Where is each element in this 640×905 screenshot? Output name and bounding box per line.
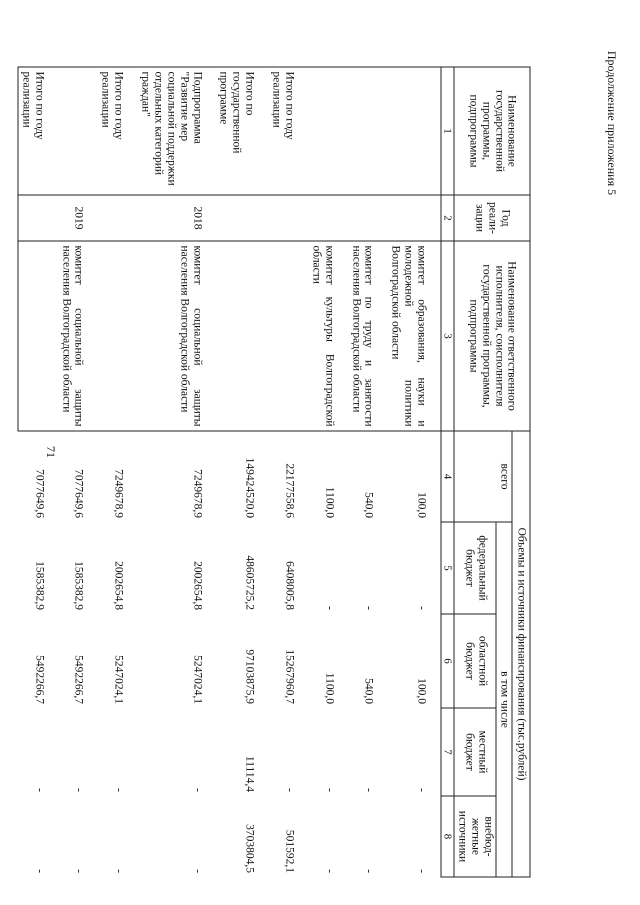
header-total: всего [454, 431, 512, 522]
cell-federal: 48605725,2 [243, 554, 256, 610]
continuation-label: Продолжение приложения 5 [605, 50, 619, 196]
cell-local: 11114,4 [243, 755, 256, 792]
header-executor: Наименование ответственного исполнителя, соисполнителя государственной программы, подпрограммы [454, 241, 530, 431]
cell-local: - [191, 787, 204, 792]
cell-regional: 5247024,1 [112, 654, 125, 704]
cell-executor: комитет культуры Волгоградской области [308, 241, 336, 431]
cell-extra: - [323, 868, 336, 873]
cell-local: - [362, 787, 375, 792]
cell-executor [98, 241, 126, 431]
rotated-table-container [20, 66, 531, 876]
header-program-name: Наименование государственной программы, подпрограммы [454, 67, 530, 195]
cell-program [308, 67, 336, 195]
cell-local: - [323, 787, 336, 792]
cell-total: 7249678,9 [191, 468, 204, 518]
col-number: 8 [441, 796, 454, 877]
cell-regional: 15267960,7 [283, 648, 296, 704]
col-number: 7 [441, 708, 454, 796]
header-extra: внебюд-жетные источники [454, 796, 496, 877]
col-number: 5 [441, 522, 454, 614]
header-regional: областной бюджет [454, 614, 496, 708]
cell-total: 22177558,6 [283, 462, 296, 518]
page-number: 71 [44, 446, 58, 458]
cell-year: 2018 [138, 195, 204, 241]
cell-federal: - [362, 605, 375, 610]
cell-regional: 540,0 [362, 677, 375, 704]
cell-year [348, 195, 376, 241]
cell-total: 100,0 [415, 491, 428, 518]
cell-extra: - [415, 868, 428, 873]
table-row [58, 67, 86, 877]
cell-local: - [33, 787, 46, 792]
cell-year: 2019 [58, 195, 86, 241]
header-year: Год реали-зации [454, 195, 530, 241]
cell-local: - [415, 787, 428, 792]
cell-extra: - [112, 868, 125, 873]
header-volumes: Объемы и источники финансирования (тыс.рублей) [512, 431, 530, 877]
cell-executor: комитет образования, науки и молодежной политики Волгоградской области [388, 241, 429, 431]
cell-local: - [72, 787, 85, 792]
table-row [216, 67, 257, 877]
cell-executor [18, 241, 46, 431]
col-number: 4 [441, 431, 454, 522]
table-row [388, 67, 429, 877]
cell-total: 149424520,0 [243, 457, 256, 518]
cell-federal: - [323, 605, 336, 610]
header-in-that: в том числе [496, 522, 512, 877]
table-row [18, 67, 46, 877]
cell-program: Итого по году реализации [269, 67, 297, 195]
cell-year [18, 195, 46, 241]
cell-local: - [283, 787, 296, 792]
header-federal: федеральный бюджет [454, 522, 496, 614]
cell-total: 7249678,9 [112, 468, 125, 518]
cell-extra: - [72, 868, 85, 873]
cell-regional: 5492266,7 [33, 654, 46, 704]
col-number: 6 [441, 614, 454, 708]
cell-total: 7077649,6 [72, 468, 85, 518]
table-row [98, 67, 126, 877]
cell-program [348, 67, 376, 195]
cell-extra: 3703804,5 [243, 823, 256, 873]
cell-executor: комитет социальной защиты населения Волгоградской области [138, 241, 204, 431]
cell-federal: - [415, 605, 428, 610]
cell-program: Итого по году реализации [18, 67, 46, 195]
cell-year [216, 195, 257, 241]
table-row [348, 67, 376, 877]
cell-federal: 1585382,9 [72, 560, 85, 610]
cell-program [58, 67, 86, 195]
cell-regional: 97103875,9 [243, 648, 256, 704]
cell-regional: 1100,0 [323, 672, 336, 704]
header-local: местный бюджет [454, 708, 496, 796]
cell-extra: - [191, 868, 204, 873]
cell-regional: 5492266,7 [72, 654, 85, 704]
cell-executor: комитет социальной защиты населения Волгоградской области [58, 241, 86, 431]
cell-program: Итого по государственной программе [216, 67, 257, 195]
cell-extra: - [33, 868, 46, 873]
cell-program: Подпрограмма "Развитие мер социальной поддержки отдельных категорий граждан" [138, 67, 204, 195]
cell-program: Итого по году реализации [98, 67, 126, 195]
col-number: 1 [441, 67, 454, 195]
cell-year [388, 195, 429, 241]
cell-total: 7077649,6 [33, 468, 46, 518]
cell-federal: 2002654,8 [112, 560, 125, 610]
cell-year [98, 195, 126, 241]
cell-year [269, 195, 297, 241]
cell-executor [269, 241, 297, 431]
cell-extra: 501592,1 [283, 829, 296, 873]
table-row [138, 67, 204, 877]
cell-regional: 100,0 [415, 677, 428, 704]
cell-total: 540,0 [362, 491, 375, 518]
financing-table [17, 66, 530, 877]
cell-regional: 5247024,1 [191, 654, 204, 704]
table-row [308, 67, 336, 877]
cell-local: - [112, 787, 125, 792]
cell-federal: 6408005,8 [283, 560, 296, 610]
cell-executor [216, 241, 257, 431]
cell-executor: комитет по труду и занятости населения Волгоградской области [348, 241, 376, 431]
cell-total: 1100,0 [323, 486, 336, 518]
col-number: 2 [441, 195, 454, 241]
col-number: 3 [441, 241, 454, 431]
cell-federal: 1585382,9 [33, 560, 46, 610]
cell-year [308, 195, 336, 241]
cell-extra: - [362, 868, 375, 873]
cell-program [388, 67, 429, 195]
table-row [269, 67, 297, 877]
cell-federal: 2002654,8 [191, 560, 204, 610]
